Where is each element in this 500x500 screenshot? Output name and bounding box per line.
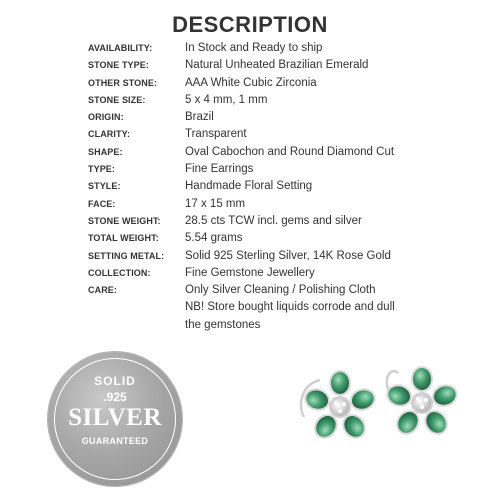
- spec-value: 5.54 grams: [185, 232, 243, 245]
- seal-line-925: .925: [103, 390, 127, 404]
- spec-label: TOTAL WEIGHT:: [88, 233, 159, 244]
- spec-value: Fine Gemstone Jewellery: [185, 266, 315, 279]
- spec-label: STYLE:: [88, 181, 121, 192]
- spec-row-stone-weight: [88, 213, 488, 230]
- spec-label: AVAILABILITY:: [88, 43, 153, 53]
- spec-value: Only Silver Cleaning / Polishing Cloth NB! Store bought liquids corrode and dull the gemstones: [185, 284, 395, 331]
- spec-row-care: [88, 282, 488, 334]
- emerald-flower-earrings-icon: [290, 355, 490, 465]
- spec-row-stone-type: [88, 57, 488, 74]
- spec-value: In Stock and Ready to ship: [185, 42, 323, 54]
- spec-value: 17 x 15 mm: [185, 197, 246, 210]
- right-earring: [383, 366, 460, 439]
- left-earring: [301, 370, 379, 443]
- spec-row-origin: [88, 109, 488, 126]
- page-title: DESCRIPTION: [172, 12, 328, 37]
- spec-label: CARE:: [88, 285, 117, 296]
- spec-label: STONE SIZE:: [88, 94, 146, 105]
- seal-line-solid: SOLID: [94, 374, 136, 388]
- spec-row-availability: [88, 40, 488, 57]
- spec-row-clarity: [88, 126, 488, 143]
- spec-row-other-stone: [88, 75, 488, 92]
- spec-label: STONE TYPE:: [88, 60, 149, 71]
- silver-guarantee-seal-icon: [48, 352, 182, 486]
- spec-row-face: [88, 196, 488, 213]
- spec-row-shape: [88, 144, 488, 161]
- spec-value: 28.5 cts TCW incl. gems and silver: [185, 214, 362, 227]
- spec-value: Fine Earrings: [185, 163, 254, 176]
- spec-row-type: [88, 161, 488, 178]
- seal-line-guaranteed: GUARANTEED: [81, 436, 149, 446]
- spec-row-stone-size: [88, 92, 488, 109]
- spec-value: Transparent: [185, 128, 247, 141]
- spec-value: Handmade Floral Setting: [185, 180, 313, 193]
- spec-label: SETTING METAL:: [88, 250, 165, 261]
- spec-label: FACE:: [88, 198, 116, 209]
- spec-label: ORIGIN:: [88, 112, 124, 123]
- spec-label: COLLECTION:: [88, 267, 151, 278]
- spec-value: 5 x 4 mm, 1 mm: [185, 93, 268, 106]
- spec-list: [88, 40, 488, 334]
- seal-line-silver: SILVER: [68, 404, 162, 431]
- spec-value: Brazil: [185, 111, 214, 124]
- spec-row-setting-metal: [88, 248, 488, 265]
- spec-label: SHAPE:: [88, 146, 123, 157]
- spec-label: OTHER STONE:: [88, 77, 158, 88]
- spec-label: TYPE:: [88, 164, 116, 175]
- spec-value: Natural Unheated Brazilian Emerald: [185, 59, 369, 72]
- spec-label: STONE WEIGHT:: [88, 215, 161, 226]
- spec-value: Oval Cabochon and Round Diamond Cut: [185, 145, 395, 158]
- spec-row-style: [88, 178, 488, 195]
- spec-value: AAA White Cubic Zirconia: [185, 76, 317, 89]
- spec-label: CLARITY:: [88, 129, 131, 140]
- spec-row-total-weight: [88, 230, 488, 247]
- spec-row-collection: [88, 265, 488, 282]
- spec-value: Solid 925 Sterling Silver, 14K Rose Gold: [185, 249, 391, 262]
